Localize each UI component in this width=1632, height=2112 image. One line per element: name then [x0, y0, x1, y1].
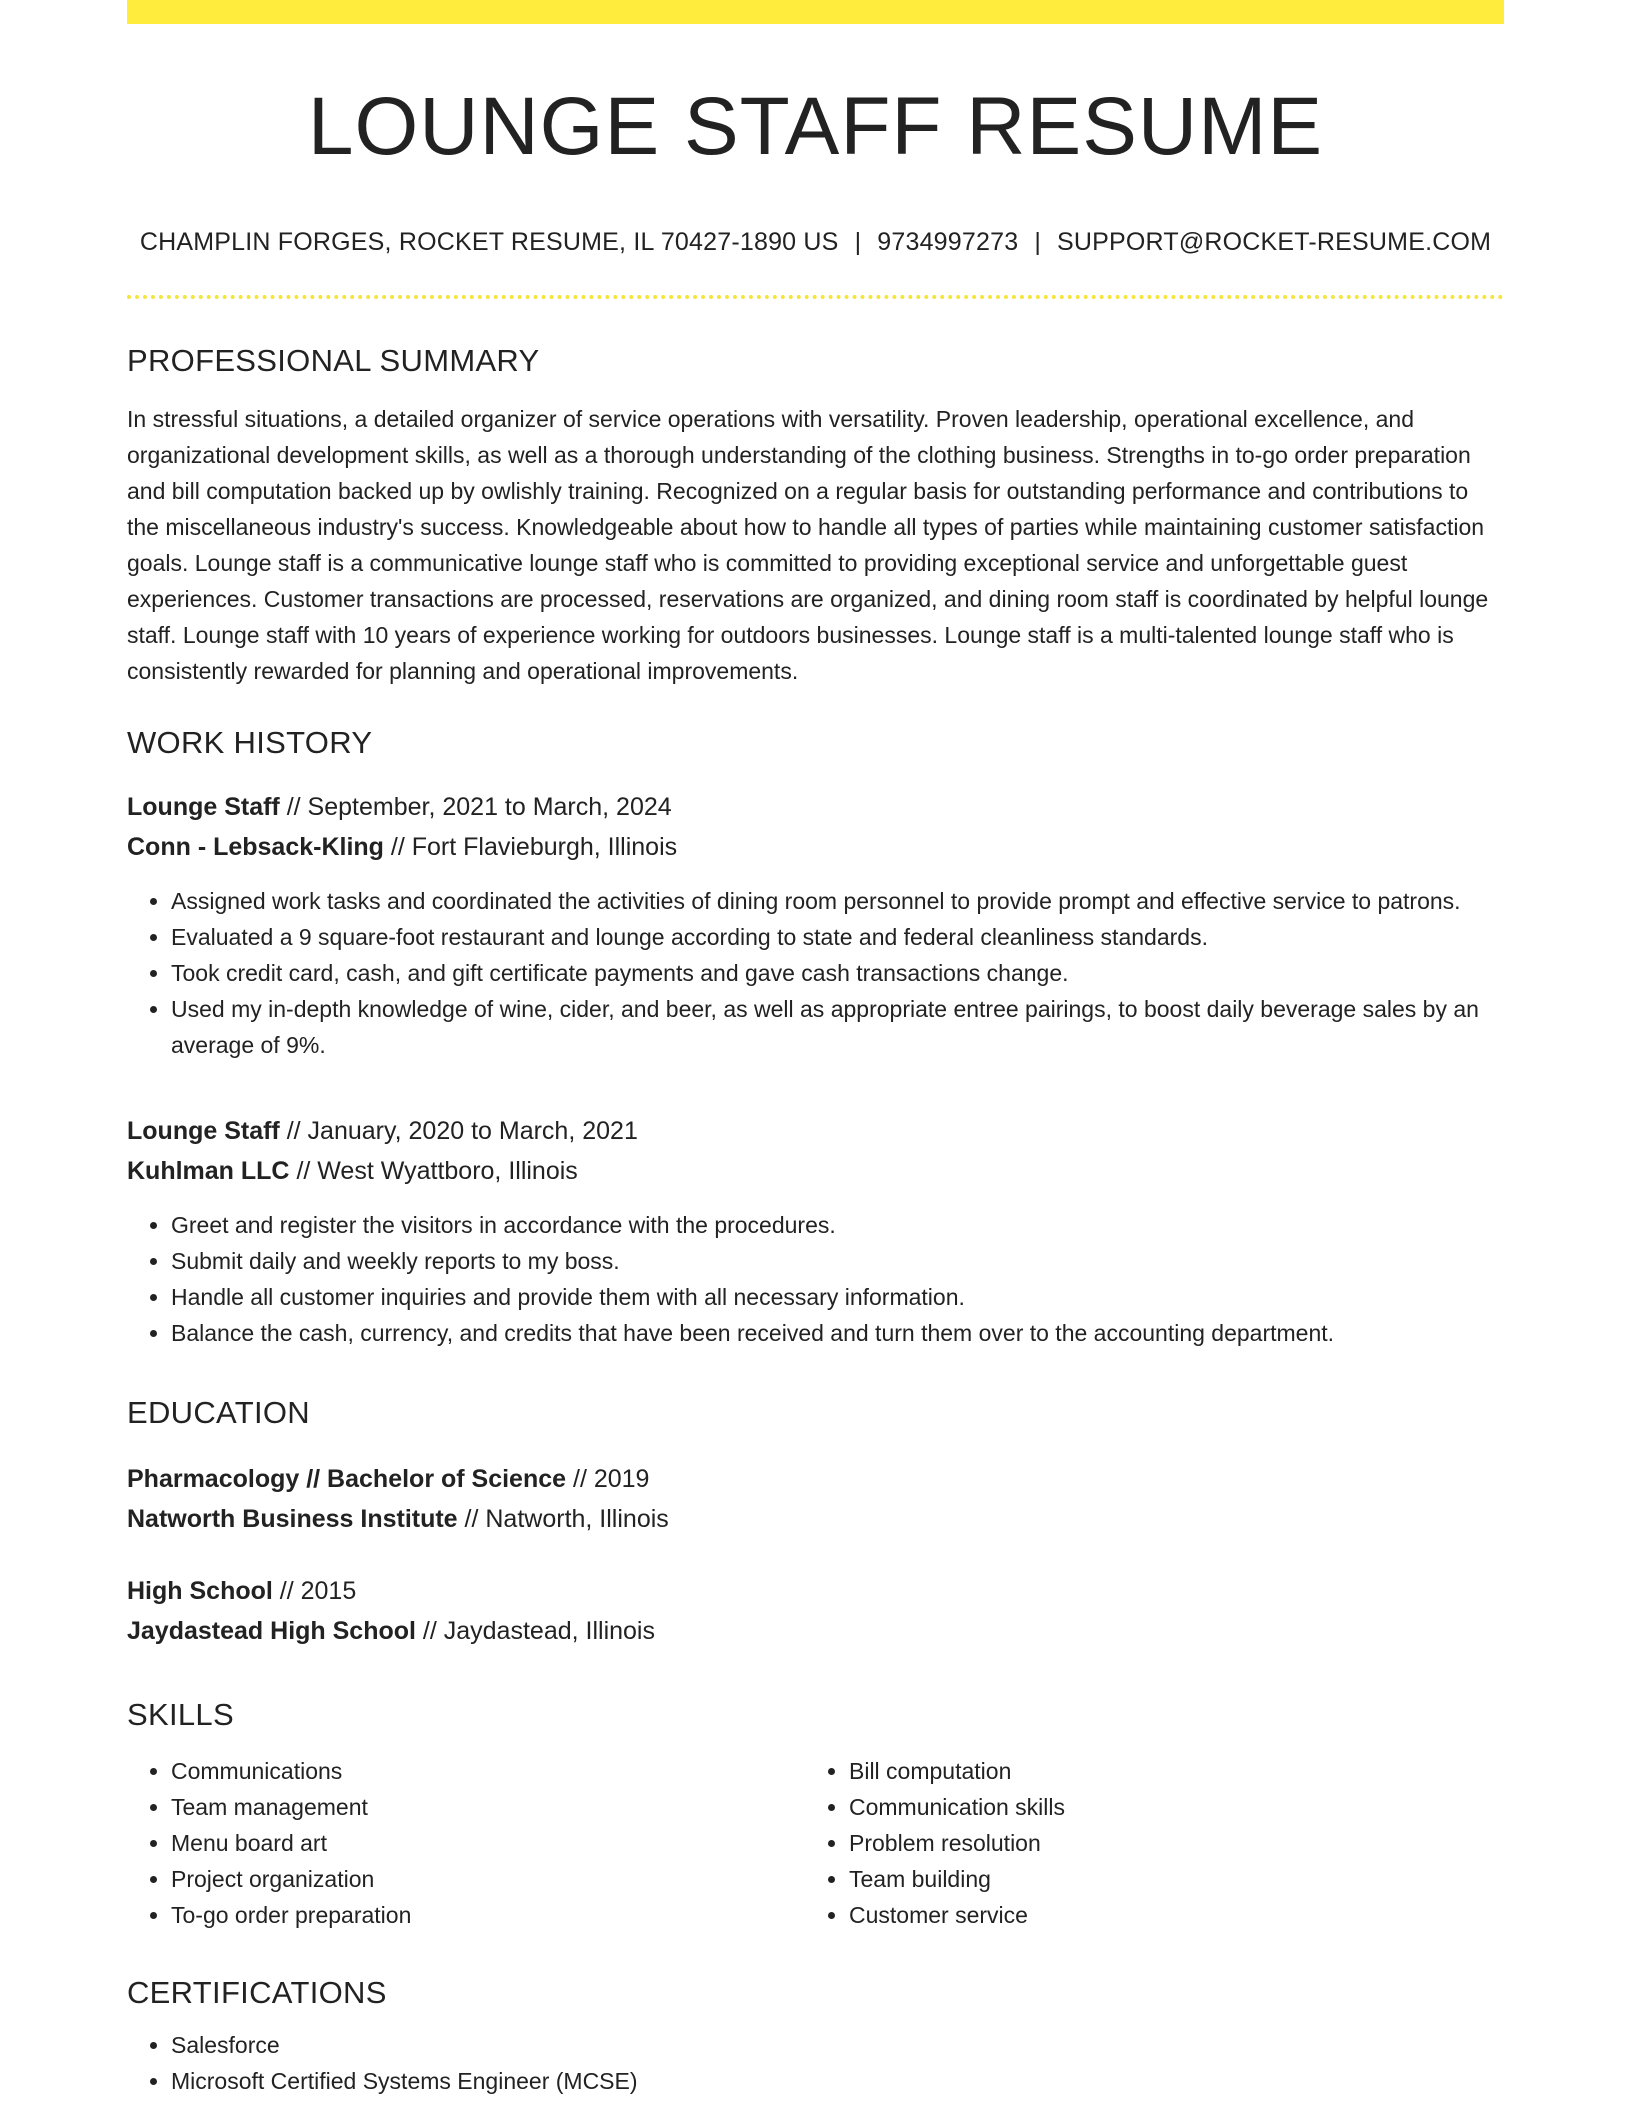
job-company-line	[127, 827, 1504, 867]
resume-title: LOUNGE STAFF RESUME	[307, 81, 1324, 172]
school-name: Jaydastead High School	[127, 1617, 416, 1646]
list-item: • Customer service	[849, 1897, 1483, 1933]
list-item: • Used my in-depth knowledge of wine, cider, and beer, as well as appropriate entree pairings, to boost daily beverage sales by an average of 9%.	[171, 991, 1504, 1063]
job-location: // West Wyattboro, Illinois	[289, 1157, 578, 1186]
work-history-heading: WORK HISTORY	[127, 725, 373, 761]
contact-separator: |	[854, 228, 862, 257]
job-title-line	[127, 1111, 1504, 1151]
list-item: • Problem resolution	[849, 1825, 1483, 1861]
list-item: • Project organization	[171, 1861, 805, 1897]
school-line	[127, 1611, 1504, 1651]
list-item: • Greet and register the visitors in accordance with the procedures.	[171, 1207, 1504, 1243]
list-item: • Took credit card, cash, and gift certificate payments and gave cash transactions change.	[171, 955, 1504, 991]
job-location: // Fort Flavieburgh, Illinois	[383, 833, 678, 862]
certifications-list	[127, 2027, 1504, 2099]
school-location: // Natworth, Illinois	[457, 1505, 669, 1534]
skills-heading: SKILLS	[127, 1697, 234, 1733]
job-dates: // January, 2020 to March, 2021	[279, 1117, 638, 1146]
certifications-heading: CERTIFICATIONS	[127, 1975, 387, 2011]
degree-line	[127, 1571, 1504, 1611]
list-item: • Team management	[171, 1789, 805, 1825]
degree: High School	[127, 1577, 273, 1606]
job-dates: // September, 2021 to March, 2024	[279, 793, 672, 822]
list-item: • To-go order preparation	[171, 1897, 805, 1933]
job-company-line	[127, 1151, 1504, 1191]
job-duties-list	[127, 1207, 1504, 1351]
summary-text: In stressful situations, a detailed organizer of service operations with versatility. Proven leadership, operational excellence, and organizational development skills, as well as a thorough understanding of the clothing business. Strengths in to-go order preparation and bill computation backed up by owlishly training. Recognized on a regular basis for outstanding performance and contributions to the miscellaneous industry's success. Knowledgeable about how to handle all types of parties while maintaining customer satisfaction goals. Lounge staff is a communicative lounge staff who is committed to providing exceptional service and unforgettable guest experiences. Customer transactions are processed, reservations are organized, and dining room staff is coordinated by helpful lounge staff. Lounge staff with 10 years of experience working for outdoors businesses. Lounge staff is a multi-talented lounge staff who is consistently rewarded for planning and operational improvements.	[127, 406, 1489, 685]
list-item: • Communication skills	[849, 1789, 1483, 1825]
job-entry	[127, 787, 1504, 1063]
contact-address: CHAMPLIN FORGES, ROCKET RESUME, IL 70427-1890 US	[139, 228, 839, 257]
education-heading: EDUCATION	[127, 1395, 310, 1431]
list-item: • Submit daily and weekly reports to my boss.	[171, 1243, 1504, 1279]
list-item: • Communications	[171, 1753, 805, 1789]
job-title-line	[127, 787, 1504, 827]
graduation-year: // 2015	[272, 1577, 357, 1606]
list-item: • Salesforce	[171, 2027, 1504, 2063]
skills-list-left	[127, 1753, 805, 1933]
accent-bar	[127, 0, 1504, 24]
contact-phone[interactable]: 9734997273	[877, 228, 1019, 257]
list-item: • Team building	[849, 1861, 1483, 1897]
list-item: • Menu board art	[171, 1825, 805, 1861]
list-item: • Bill computation	[849, 1753, 1483, 1789]
contact-email[interactable]: SUPPORT@ROCKET-RESUME.COM	[1057, 228, 1492, 257]
graduation-year: // 2019	[566, 1465, 650, 1494]
job-company: Conn - Lebsack-Kling	[127, 833, 384, 862]
skills-list-right	[805, 1753, 1483, 1933]
education-entry	[127, 1571, 1504, 1651]
summary-heading: PROFESSIONAL SUMMARY	[127, 343, 540, 379]
resume-page	[127, 0, 1504, 2099]
contact-line	[127, 228, 1504, 257]
list-item: • Microsoft Certified Systems Engineer (MCSE)	[171, 2063, 1504, 2099]
job-duties-list	[127, 883, 1504, 1063]
skills-columns	[127, 1753, 1504, 1933]
job-company: Kuhlman LLC	[127, 1157, 290, 1186]
list-item: • Assigned work tasks and coordinated the activities of dining room personnel to provide prompt and effective service to patrons.	[171, 883, 1504, 919]
degree-line	[127, 1459, 1504, 1499]
school-name: Natworth Business Institute	[127, 1505, 458, 1534]
degree: Pharmacology // Bachelor of Science	[127, 1465, 567, 1494]
job-title: Lounge Staff	[127, 793, 280, 822]
header-divider	[127, 295, 1504, 299]
school-location: // Jaydastead, Illinois	[415, 1617, 655, 1646]
list-item: • Handle all customer inquiries and provide them with all necessary information.	[171, 1279, 1504, 1315]
list-item: • Evaluated a 9 square-foot restaurant and lounge according to state and federal cleanliness standards.	[171, 919, 1504, 955]
job-title: Lounge Staff	[127, 1117, 280, 1146]
education-entry	[127, 1459, 1504, 1539]
list-item: • Balance the cash, currency, and credits that have been received and turn them over to the accounting department.	[171, 1315, 1504, 1351]
school-line	[127, 1499, 1504, 1539]
job-entry	[127, 1111, 1504, 1351]
contact-separator: |	[1034, 228, 1042, 257]
